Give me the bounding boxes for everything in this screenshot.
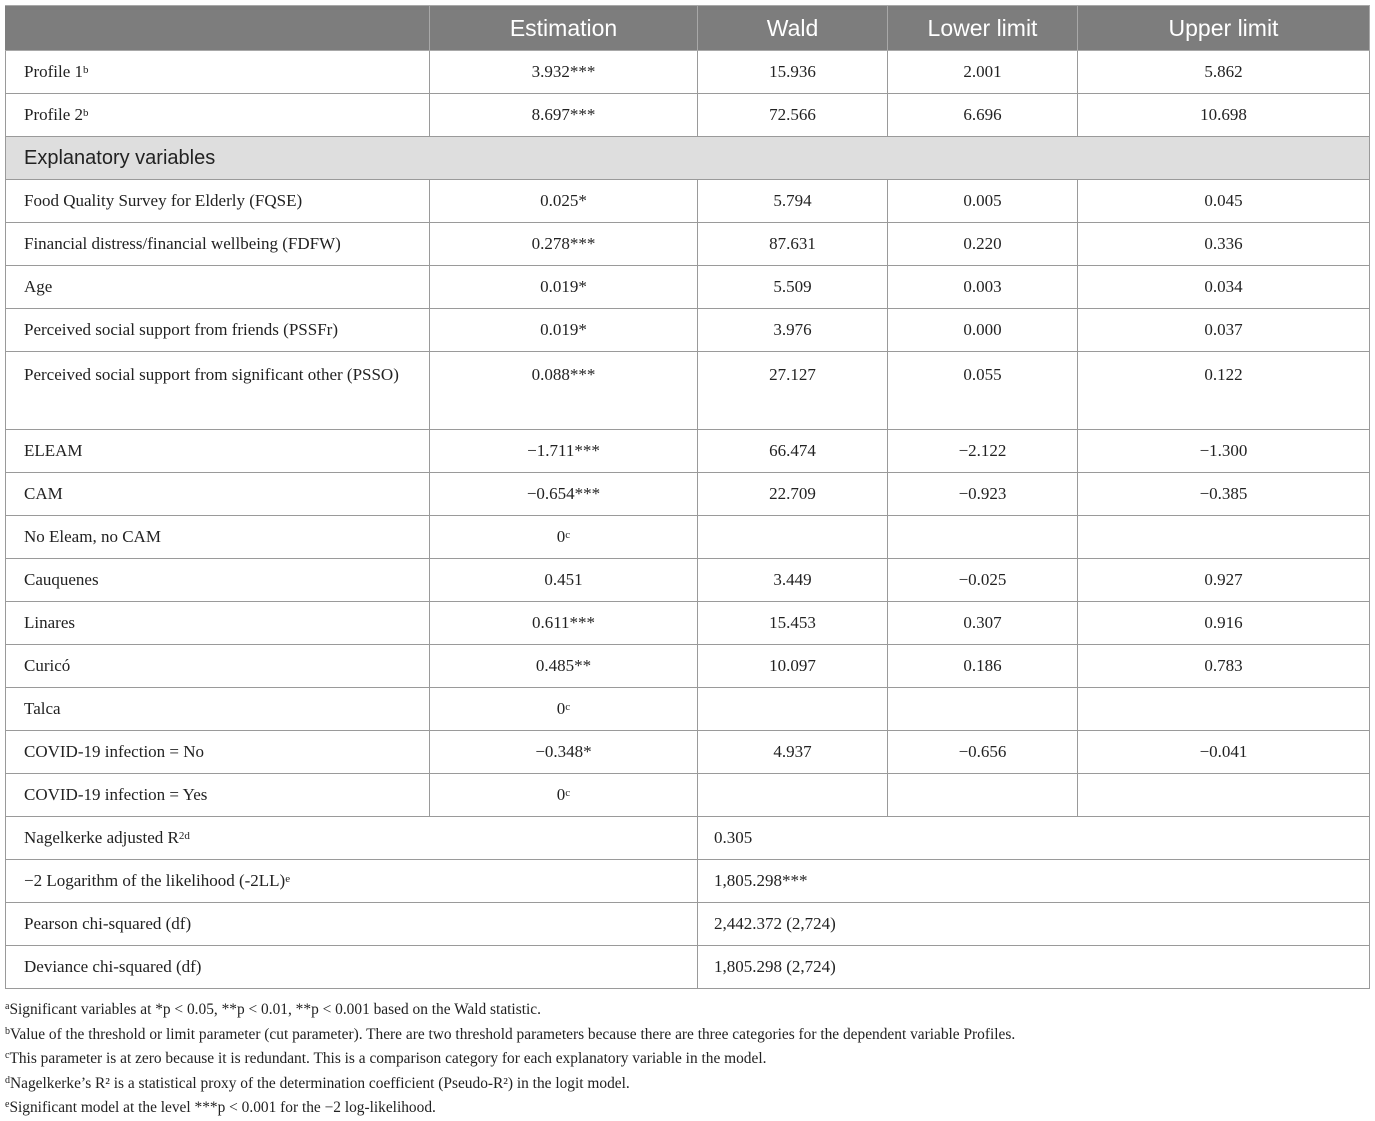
wald-cell: 27.127 [698, 352, 888, 430]
footnote: $^a$Significant variables at *p < 0.05, **p < 0.01, **p < 0.001 based on the Wald statistic. [5, 1001, 541, 1018]
fit-statistic-value: 1,805.298*** [698, 860, 1370, 903]
fit-statistic-row [6, 860, 1370, 903]
table-row [6, 559, 1370, 602]
upper-limit-cell: 0.927 [1078, 559, 1370, 602]
header-lower-limit: Lower limit [888, 6, 1078, 51]
upper-limit-cell: 0.336 [1078, 223, 1370, 266]
table-row [6, 774, 1370, 817]
upper-limit-cell: 0.916 [1078, 602, 1370, 645]
fit-statistic-row [6, 903, 1370, 946]
upper-limit-cell: −0.385 [1078, 473, 1370, 516]
lower-limit-cell: 2.001 [888, 51, 1078, 94]
lower-limit-cell: 0.186 [888, 645, 1078, 688]
table-row [6, 473, 1370, 516]
table-container [5, 5, 1369, 1121]
lower-limit-cell: −0.923 [888, 473, 1078, 516]
upper-limit-cell: −1.300 [1078, 430, 1370, 473]
wald-cell: 4.937 [698, 731, 888, 774]
wald-cell: 3.449 [698, 559, 888, 602]
wald-cell: 15.453 [698, 602, 888, 645]
table-row [6, 309, 1370, 352]
section-title: Explanatory variables [6, 137, 1370, 180]
fit-statistic-row [6, 817, 1370, 860]
lower-limit-cell: 0.220 [888, 223, 1078, 266]
lower-limit-cell: −0.025 [888, 559, 1078, 602]
lower-limit-cell [888, 516, 1078, 559]
fit-statistic-label: Pearson chi-squared (df) [6, 903, 698, 946]
upper-limit-cell [1078, 688, 1370, 731]
upper-limit-cell [1078, 774, 1370, 817]
estimation-cell: 3.932*** [430, 51, 698, 94]
row-label: Cauquenes [6, 559, 430, 602]
wald-cell [698, 516, 888, 559]
estimation-cell: 0.025* [430, 180, 698, 223]
upper-limit-cell: 5.862 [1078, 51, 1370, 94]
footnote: $^b$Value of the threshold or limit parameter (cut parameter). There are two threshold parameters because there are three categories for the dependent variable Profiles. [5, 1025, 1016, 1043]
table-row [6, 430, 1370, 473]
fit-statistic-label: −2 Logarithm of the likelihood $(-2LL)^e$ [6, 860, 698, 903]
row-label: CAM [6, 473, 430, 516]
upper-limit-cell [1078, 516, 1370, 559]
wald-cell: 5.509 [698, 266, 888, 309]
row-label: Age [6, 266, 430, 309]
estimation-cell: 0.019* [430, 309, 698, 352]
row-label: Talca [6, 688, 430, 731]
header-upper-limit: Upper limit [1078, 6, 1370, 51]
footnote: $^c$This parameter is at zero because it is redundant. This is a comparison category for each explanatory variable in the model. [5, 1050, 767, 1068]
row-label: Financial distress/financial wellbeing (FDFW) [6, 223, 430, 266]
row-label: No Eleam, no CAM [6, 516, 430, 559]
lower-limit-cell [888, 774, 1078, 817]
estimation-cell: 0.611*** [430, 602, 698, 645]
table-row [6, 645, 1370, 688]
wald-cell: 72.566 [698, 94, 888, 137]
estimation-cell: 8.697*** [430, 94, 698, 137]
fit-statistic-label: Deviance chi-squared (df) [6, 946, 698, 989]
estimation-cell: −1.711*** [430, 430, 698, 473]
estimation-cell: −0.654*** [430, 473, 698, 516]
wald-cell [698, 774, 888, 817]
wald-cell: 15.936 [698, 51, 888, 94]
estimation-cell: 0$^c$ [430, 774, 698, 817]
table-row [6, 180, 1370, 223]
row-label: COVID-19 infection = No [6, 731, 430, 774]
row-label: Profile 1$^b$ [6, 51, 430, 94]
row-label: Perceived social support from friends (PSSFr) [6, 309, 430, 352]
lower-limit-cell: 6.696 [888, 94, 1078, 137]
table-row [6, 516, 1370, 559]
fit-statistic-row [6, 946, 1370, 989]
row-label: ELEAM [6, 430, 430, 473]
upper-limit-cell: 0.122 [1078, 352, 1370, 430]
estimation-cell: 0.019* [430, 266, 698, 309]
estimation-cell: 0.451 [430, 559, 698, 602]
footnote: $^d$Nagelkerke’s R² is a statistical proxy of the determination coefficient (Pseudo-R²) in the logit model. [5, 1074, 630, 1092]
upper-limit-cell: −0.041 [1078, 731, 1370, 774]
wald-cell: 66.474 [698, 430, 888, 473]
wald-cell: 87.631 [698, 223, 888, 266]
row-label: COVID-19 infection = Yes [6, 774, 430, 817]
wald-cell: 5.794 [698, 180, 888, 223]
section-row [6, 137, 1370, 180]
fit-statistic-value: 0.305 [698, 817, 1370, 860]
wald-cell: 3.976 [698, 309, 888, 352]
table-row [6, 352, 1370, 430]
fit-statistic-value: 2,442.372 (2,724) [698, 903, 1370, 946]
table-row [6, 266, 1370, 309]
estimation-cell: −0.348* [430, 731, 698, 774]
wald-cell: 10.097 [698, 645, 888, 688]
row-label: Curicó [6, 645, 430, 688]
upper-limit-cell: 10.698 [1078, 94, 1370, 137]
table-row [6, 688, 1370, 731]
lower-limit-cell: 0.003 [888, 266, 1078, 309]
table-row [6, 602, 1370, 645]
threshold-row [6, 94, 1370, 137]
lower-limit-cell [888, 688, 1078, 731]
lower-limit-cell: 0.005 [888, 180, 1078, 223]
header-wald: Wald [698, 6, 888, 51]
table-row [6, 223, 1370, 266]
header-estimation: Estimation [430, 6, 698, 51]
estimation-cell: 0.485** [430, 645, 698, 688]
lower-limit-cell: −0.656 [888, 731, 1078, 774]
lower-limit-cell: 0.055 [888, 352, 1078, 430]
row-label: Perceived social support from significant other (PSSO) [6, 352, 430, 430]
threshold-row [6, 51, 1370, 94]
lower-limit-cell: −2.122 [888, 430, 1078, 473]
header-blank [6, 6, 430, 51]
estimation-cell: 0$^c$ [430, 516, 698, 559]
upper-limit-cell: 0.783 [1078, 645, 1370, 688]
estimation-cell: 0.278*** [430, 223, 698, 266]
row-label: Profile 2$^b$ [6, 94, 430, 137]
fit-statistic-value: 1,805.298 (2,724) [698, 946, 1370, 989]
upper-limit-cell: 0.045 [1078, 180, 1370, 223]
wald-cell: 22.709 [698, 473, 888, 516]
regression-table [5, 5, 1370, 989]
footnote: $^e$Significant model at the level ***p < 0.001 for the −2 log-likelihood. [5, 1099, 436, 1117]
table-body [6, 51, 1370, 989]
upper-limit-cell: 0.037 [1078, 309, 1370, 352]
lower-limit-cell: 0.000 [888, 309, 1078, 352]
lower-limit-cell: 0.307 [888, 602, 1078, 645]
upper-limit-cell: 0.034 [1078, 266, 1370, 309]
wald-cell [698, 688, 888, 731]
estimation-cell: 0.088*** [430, 352, 698, 430]
table-row [6, 731, 1370, 774]
row-label: Linares [6, 602, 430, 645]
row-label: Food Quality Survey for Elderly (FQSE) [6, 180, 430, 223]
header-row [6, 6, 1370, 51]
estimation-cell: 0$^c$ [430, 688, 698, 731]
fit-statistic-label: Nagelkerke adjusted $R^{2d}$ [6, 817, 698, 860]
footnotes [5, 998, 1369, 1121]
